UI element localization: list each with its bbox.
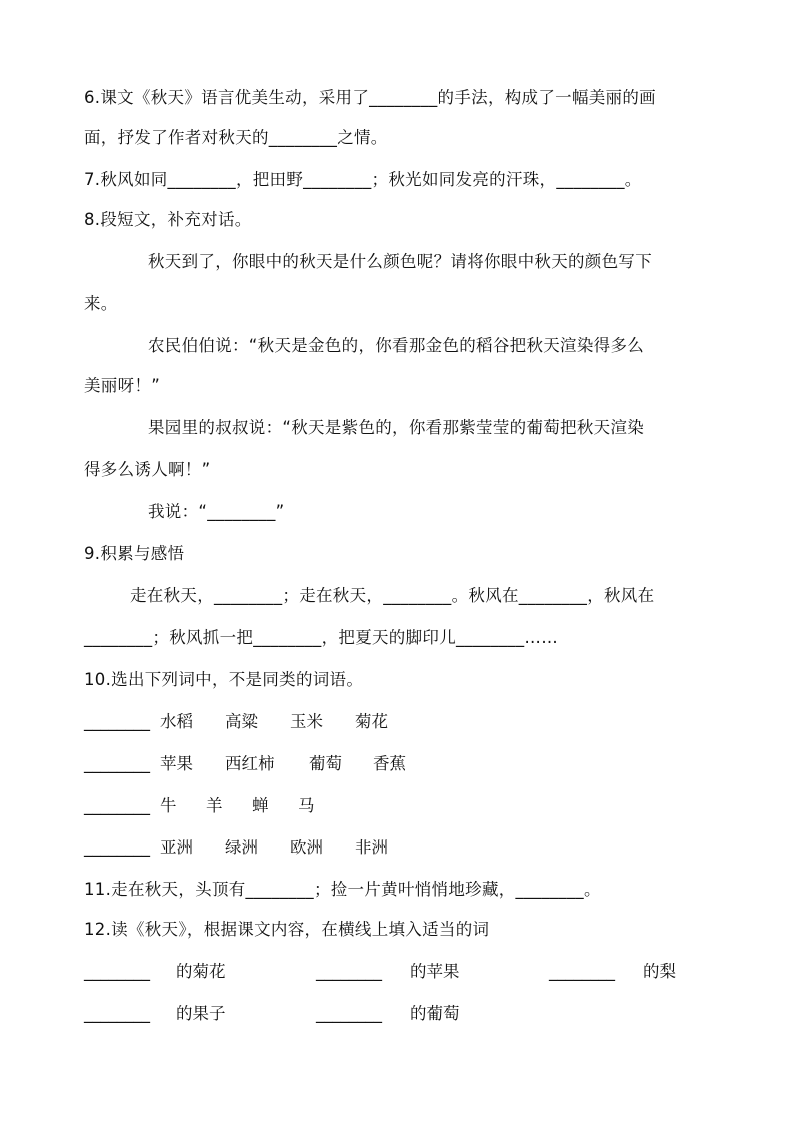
q12-blank: ________ xyxy=(316,1004,382,1023)
q12-blank: ________ xyxy=(84,962,150,981)
q11-line1: 11.走在秋天，头顶有________；捡一片黄叶悄悄地珍藏，________。 xyxy=(84,880,601,899)
q9-line1: 走在秋天，________；走在秋天，________。秋风在________，秋风在 xyxy=(130,586,655,605)
q12-blank: ________ xyxy=(549,962,615,981)
q10-word: 马 xyxy=(298,796,315,815)
q10-word: 欧洲 xyxy=(290,838,323,857)
q12-title: 12.读《秋天》，根据课文内容，在横线上填入适当的词 xyxy=(84,920,490,939)
q10-word: 牛 xyxy=(160,796,177,815)
q10-title: 10.选出下列词中，不是同类的词语。 xyxy=(84,670,364,689)
q10-word: 西红柿 xyxy=(225,754,275,773)
q10-group-1-blank: ________ xyxy=(84,712,150,731)
q10-group-4-blank: ________ xyxy=(84,838,150,857)
q12-item: 的菊花 xyxy=(176,962,226,981)
q8-p3-line2: 得多么诱人啊！” xyxy=(84,460,211,479)
q8-p1-line2: 来。 xyxy=(84,294,118,313)
q10-word: 香蕉 xyxy=(373,754,406,773)
q9-line2: ________；秋风抓一把________，把夏天的脚印儿________…… xyxy=(84,628,558,647)
q12-item: 的苹果 xyxy=(410,962,460,981)
q9-title: 9.积累与感悟 xyxy=(84,544,185,563)
q10-word: 苹果 xyxy=(160,754,193,773)
q6-line2: 面，抒发了作者对秋天的________之情。 xyxy=(84,128,388,147)
q8-p1-line1: 秋天到了，你眼中的秋天是什么颜色呢？请将你眼中秋天的颜色写下 xyxy=(148,252,652,271)
q12-blank: ________ xyxy=(84,1004,150,1023)
q10-group-2-blank: ________ xyxy=(84,754,150,773)
q10-word: 高粱 xyxy=(225,712,258,731)
q8-title: 8.段短文，补充对话。 xyxy=(84,210,252,229)
q10-word: 羊 xyxy=(206,796,223,815)
q8-p3-line1: 果园里的叔叔说：“秋天是紫色的，你看那紫莹莹的葡萄把秋天渲染 xyxy=(148,418,645,437)
q10-word: 葡萄 xyxy=(309,754,342,773)
q6-line1: 6.课文《秋天》语言优美生动，采用了________的手法，构成了一幅美丽的画 xyxy=(84,88,656,107)
q10-group-3-blank: ________ xyxy=(84,796,150,815)
q8-p4: 我说：“________” xyxy=(148,502,285,521)
q10-word: 绿洲 xyxy=(225,838,258,857)
q8-p2-line2: 美丽呀！” xyxy=(84,376,161,395)
q10-word: 蝉 xyxy=(252,796,269,815)
q12-item: 的果子 xyxy=(176,1004,226,1023)
q10-word: 非洲 xyxy=(355,838,388,857)
q10-word: 菊花 xyxy=(355,712,388,731)
q7-line1: 7.秋风如同________，把田野________；秋光如同发亮的汗珠，________。 xyxy=(84,170,642,189)
q12-item: 的梨 xyxy=(643,962,676,981)
q12-item: 的葡萄 xyxy=(410,1004,460,1023)
q8-p2-line1: 农民伯伯说：“秋天是金色的，你看那金色的稻谷把秋天渲染得多么 xyxy=(148,336,645,355)
q10-word: 亚洲 xyxy=(160,838,193,857)
q12-blank: ________ xyxy=(316,962,382,981)
q10-word: 水稻 xyxy=(160,712,193,731)
q10-word: 玉米 xyxy=(290,712,323,731)
